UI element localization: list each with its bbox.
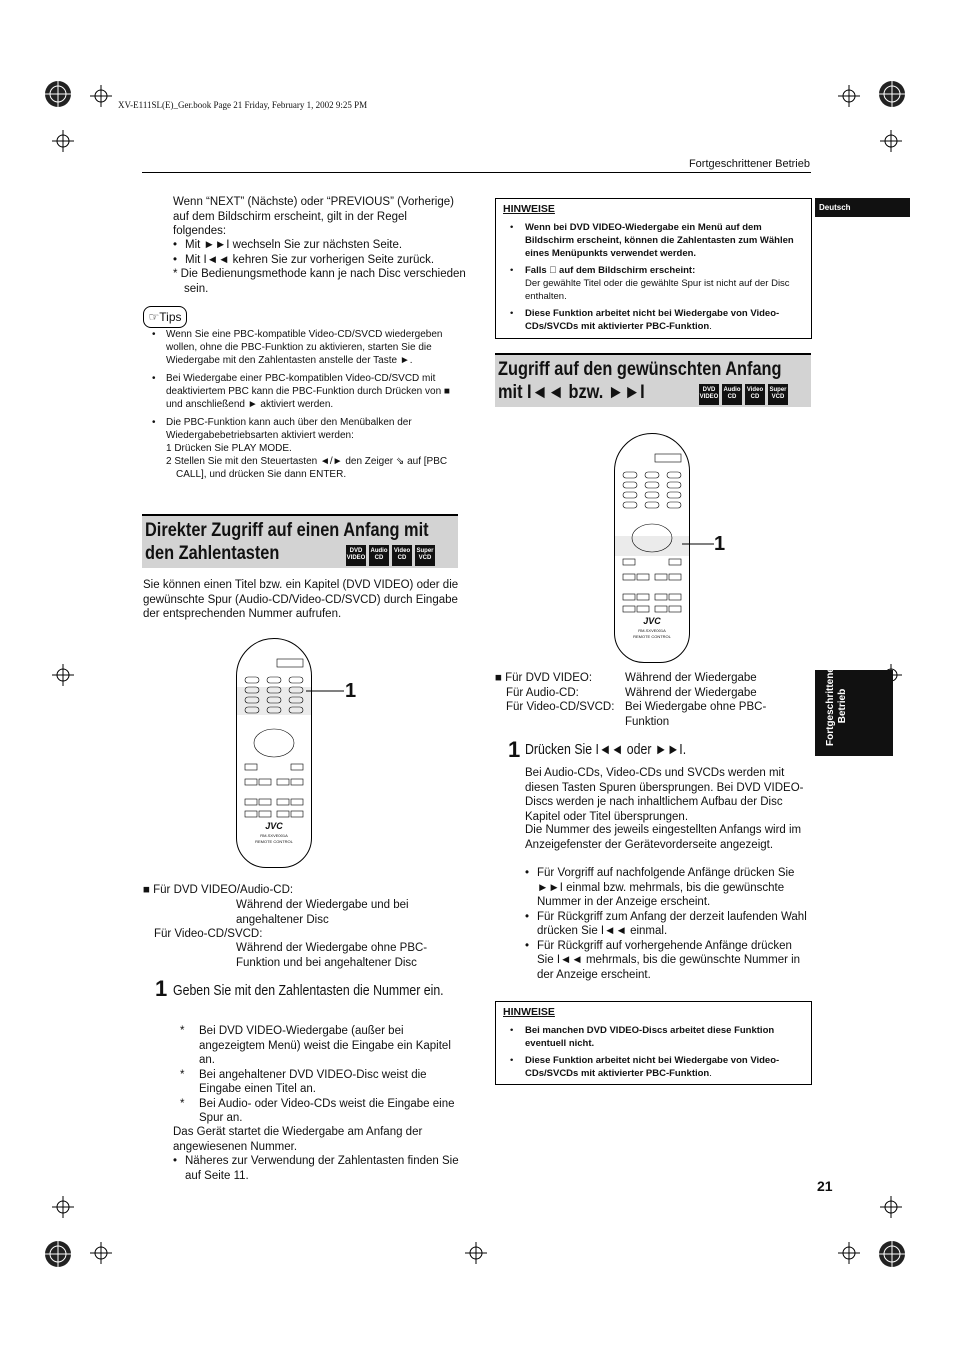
note-bold: Wenn bei DVD VIDEO-Wiedergabe ein Menü auf dem Bildschirm erscheint, können die Zahlentasten zum Wählen eines Menüpunkts verwendet werden. [525, 222, 794, 259]
tips-badge [143, 306, 187, 328]
tips-list [152, 328, 457, 486]
note-normal: . [709, 321, 712, 332]
crosshair-mark-icon [90, 1242, 112, 1264]
video-cd-badge: Video CD [745, 384, 765, 405]
list-item [504, 221, 803, 260]
list-item: • Für Vorgriff auf nachfolgende Anfänge drücken Sie ►►I einmal bzw. mehrmals, bis die gewünschte Nummer in der Anzeige erscheint. [525, 866, 810, 910]
callout-line [306, 688, 344, 694]
format-badges [699, 384, 788, 405]
tips-item-text: Die PBC-Funktion kann auch über den Menübalken der Wiedergabebetriebsarten aktiviert werden: [166, 417, 412, 441]
tips-label: Tips [159, 310, 182, 324]
list-item [504, 1024, 803, 1050]
hinweise-heading: HINWEISE [503, 203, 555, 215]
step-bullets [525, 866, 810, 982]
hinweise-heading: HINWEISE [503, 1006, 555, 1018]
note-normal: . [709, 1068, 712, 1079]
condition2-text: Während der Wiedergabe ohne PBC-Funktion und bei angehaltener Disc [236, 942, 428, 969]
remote-brand: JVC [265, 821, 283, 831]
list-item [504, 307, 803, 333]
step-notes [180, 1024, 460, 1126]
tips-substep: 2 Stellen Sie mit den Steuertasten ◄/► den Zeiger ⇘ auf [PBC CALL], und drücken Sie dann ENTER. [166, 456, 448, 480]
crosshair-mark-icon [880, 1196, 902, 1218]
see-also [173, 1154, 461, 1183]
crosshair-mark-icon [838, 85, 860, 107]
remote-brand: JVC [643, 616, 661, 626]
section2-title-line2: mit I◄◄ bzw. ►►I [498, 382, 645, 403]
registration-mark-icon [44, 1240, 72, 1268]
step-body2: Die Nummer des jeweils eingestellten Anfangs wird im Anzeigefenster der Gerätevorderseite angezeigt. [525, 824, 802, 851]
after-text: Das Gerät startet die Wiedergabe am Anfang der angewiesenen Nummer. [173, 1126, 423, 1153]
step-number: 1 [155, 976, 168, 1001]
super-vcd-badge: Super VCD [415, 545, 435, 566]
registration-mark-icon [44, 80, 72, 108]
condition1-text: Während der Wiedergabe und bei angehaltener Disc [236, 899, 409, 926]
list-item: • Wenn Sie eine PBC-kompatible Video-CD/SVCD wiedergeben wollen, ohne die PBC-Funktion zu aktivieren, starten Sie die Wiedergabe mit den Zahlentasten anstelle der Taste ►. [152, 328, 457, 367]
dvd-video-badge: DVD VIDEO [699, 384, 719, 405]
crosshair-mark-icon [52, 130, 74, 152]
remote-subtitle: REMOTE CONTROL [633, 634, 671, 639]
file-header: XV-E111SL(E)_Ger.book Page 21 Friday, February 1, 2002 9:25 PM [118, 100, 368, 110]
section-tab-label: Fortgeschrittener Betrieb [825, 663, 848, 746]
condition2-label: Für Video-CD/SVCD: [154, 928, 263, 940]
remote-model: RM-SXVE001A [260, 833, 288, 838]
list-item: * Bei angehaltener DVD VIDEO-Disc weist die Eingabe einen Titel an. [180, 1068, 460, 1097]
format-badges [346, 545, 435, 566]
condition-label: Für Audio-CD: [506, 687, 579, 699]
note-normal: Der gewählte Titel oder die gewählte Spur ist nicht auf der Disc enthalten. [525, 278, 790, 302]
list-item: • Für Rückgriff auf vorhergehende Anfänge drücken Sie I◄◄ mehrmals, bis die gewünschte Nummer in der Anzeige erscheint. [525, 939, 810, 983]
crosshair-mark-icon [90, 85, 112, 107]
list-item [504, 264, 803, 303]
step-text: Geben Sie mit den Zahlentasten die Nummer ein. [173, 983, 444, 999]
section1-title: Direkter Zugriff auf einen Anfang mit den Zahlentasten [145, 520, 429, 564]
remote-model: RM-SXVE001A [638, 628, 666, 633]
section2-header [495, 353, 811, 407]
remote-control-illustration [236, 638, 312, 868]
registration-mark-icon [878, 1240, 906, 1268]
list-item [504, 1054, 803, 1080]
section2-title-line1: Zugriff auf den gewünschten Anfang [498, 359, 782, 380]
running-head: Fortgeschrittener Betrieb [688, 158, 810, 170]
remote-control-illustration [614, 433, 690, 663]
condition-value: Während der Wiedergabe [625, 672, 757, 684]
audio-cd-badge: Audio CD [722, 384, 742, 405]
condition-value: Während der Wiedergabe [625, 687, 757, 699]
section-tab [815, 663, 893, 756]
crosshair-mark-icon [838, 1242, 860, 1264]
step-number: 1 [508, 737, 521, 762]
condition-label: ■ Für DVD VIDEO: [495, 672, 593, 684]
hinweise-list [496, 221, 811, 343]
video-cd-badge: Video CD [392, 545, 412, 566]
intro-note: * Die Bedienungsmethode kann je nach Disc verschieden sein. [173, 268, 466, 295]
note-bold: Bei manchen DVD VIDEO-Discs arbeitet diese Funktion eventuell nicht. [525, 1025, 775, 1049]
condition-label: Für Video-CD/SVCD: [506, 701, 615, 713]
condition1-label: ■ Für DVD VIDEO/Audio-CD: [143, 884, 294, 896]
crosshair-mark-icon [880, 130, 902, 152]
hinweise-box [495, 1001, 812, 1085]
super-vcd-badge: Super VCD [768, 384, 788, 405]
callout-line [682, 541, 714, 547]
list-item: • Bei Wiedergabe einer PBC-kompatiblen Video-CD/SVCD mit deaktiviertem PBC kann die PBC-Funktion durch Drücken von ■ und anschließend ► aktiviert werden. [152, 372, 457, 411]
audio-cd-badge: Audio CD [369, 545, 389, 566]
callout-number: 1 [714, 533, 726, 555]
hinweise-list [496, 1024, 811, 1090]
list-item [152, 416, 457, 481]
registration-mark-icon [878, 80, 906, 108]
list-item: * Bei DVD VIDEO-Wiedergabe (außer bei angezeigtem Menü) weist die Eingabe ein Kapitel an. [180, 1024, 460, 1068]
crosshair-mark-icon [52, 664, 74, 686]
section1-intro: Sie können einen Titel bzw. ein Kapitel (DVD VIDEO) oder die gewünschte Spur (Audio-CD/Video-CD/SVCD) durch Eingabe der entsprechenden Nummer aufrufen. [143, 579, 459, 620]
tips-substep: 1 Drücken Sie PLAY MODE. [166, 443, 292, 454]
list-item: • Mit I◄◄ kehren Sie zur vorherigen Seite zurück. [173, 253, 463, 268]
list-item: • Für Rückgriff zum Anfang der derzeit laufenden Wahl drücken Sie I◄◄ einmal. [525, 910, 810, 939]
note-bold: Diese Funktion arbeitet nicht bei Wiedergabe von Video-CDs/SVCDs mit aktivierter PBC-Funktion [525, 1055, 780, 1079]
list-item: • Näheres zur Verwendung der Zahlentasten finden Sie auf Seite 11. [173, 1154, 461, 1183]
page-number: 21 [817, 1178, 833, 1194]
note-bold: Falls ⃠ auf dem Bildschirm erscheint: [525, 265, 696, 276]
language-tab: Deutsch [815, 198, 910, 217]
list-item: • Mit ►►I wechseln Sie zur nächsten Seite. [173, 238, 463, 253]
list-item: * Bei Audio- oder Video-CDs weist die Eingabe eine Spur an. [180, 1097, 460, 1126]
crosshair-mark-icon [465, 1242, 487, 1264]
condition-value: Bei Wiedergabe ohne PBC-Funktion [625, 701, 767, 728]
tips-hand-icon: ☞ [148, 310, 160, 324]
step-body: Bei Audio-CDs, Video-CDs und SVCDs werden mit diesen Tasten Spuren übersprungen. Bei DVD VIDEO-Discs werden je nach inhaltlichem Aufbau der Disc Kapitel oder Titel übersprungen. [525, 767, 804, 823]
remote-subtitle: REMOTE CONTROL [255, 839, 293, 844]
crosshair-mark-icon [52, 1196, 74, 1218]
hinweise-box [495, 198, 812, 339]
callout-number: 1 [345, 680, 357, 702]
step-text: Drücken Sie I◄◄ oder ►►I. [525, 742, 687, 758]
header-rule [142, 172, 811, 173]
section1-header [142, 514, 458, 568]
dvd-video-badge: DVD VIDEO [346, 545, 366, 566]
intro-bullets [173, 238, 463, 267]
note-bold: Diese Funktion arbeitet nicht bei Wiedergabe von Video-CDs/SVCDs mit aktivierter PBC-Funktion [525, 308, 780, 332]
intro-text: Wenn “NEXT” (Nächste) oder “PREVIOUS” (Vorherige) auf dem Bildschirm erscheint, gilt in der Regel folgendes: [173, 196, 454, 237]
